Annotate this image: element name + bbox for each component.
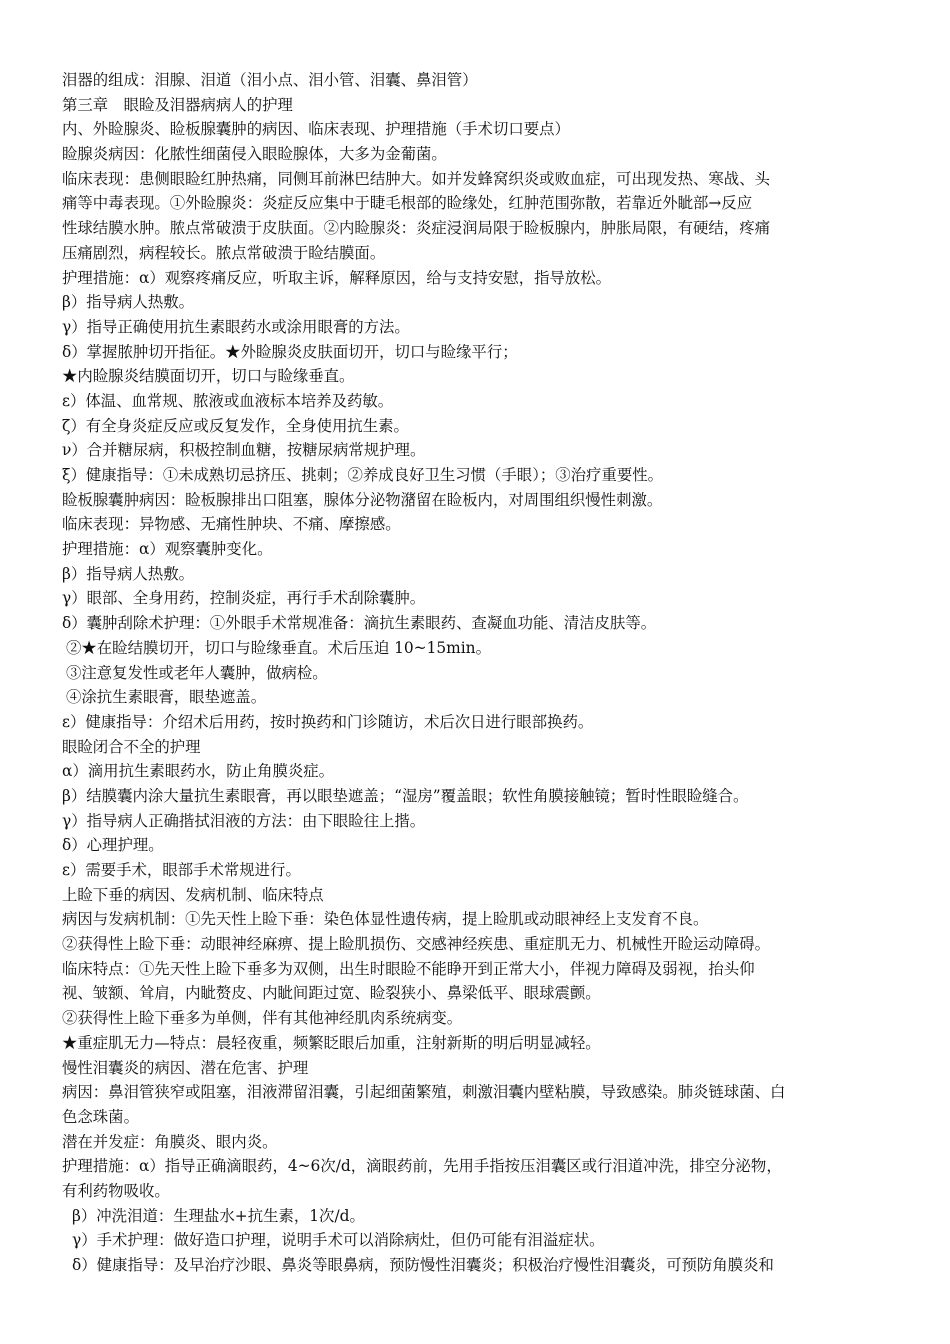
chapter-heading: 第三章 眼睑及泪器病病人的护理 — [62, 95, 293, 114]
text-line: 病因与发病机制：①先天性上睑下垂：染色体显性遗传病，提上睑肌或动眼神经上支发育不良。 — [62, 910, 709, 929]
text-line: ★内睑腺炎结膜面切开，切口与睑缘垂直。 — [62, 367, 355, 386]
text-line: 护理措施：α）观察囊肿变化。 — [62, 540, 273, 559]
list-item: α）滴用抗生素眼药水，防止角膜炎症。 — [62, 762, 335, 781]
text-line: 临床特点：①先天性上睑下垂多为双侧，出生时眼睑不能睁开到正常大小，伴视力障碍及弱视，抬头仰 — [62, 959, 755, 978]
text-line: 护理措施：α）指导正确滴眼药，4~6次/d，滴眼药前，先用手指按压泪囊区或行泪道冲洗，排空分泌物， — [62, 1157, 782, 1176]
text-line: ②获得性上睑下垂：动眼神经麻痹、提上睑肌损伤、交感神经疾患、重症肌无力、机械性开睑运动障碍。 — [62, 935, 770, 954]
list-item: γ）指导正确使用抗生素眼药水或涂用眼膏的方法。 — [62, 317, 410, 336]
text-line: ②获得性上睑下垂多为单侧，伴有其他神经肌肉系统病变。 — [62, 1009, 463, 1028]
list-item: ④涂抗生素眼膏，眼垫遮盖。 — [66, 688, 267, 707]
list-item: δ）囊肿刮除术护理：①外眼手术常规准备：滴抗生素眼药、查凝血功能、清洁皮肤等。 — [62, 614, 657, 633]
list-item: δ）健康指导：及早治疗沙眼、鼻炎等眼鼻病，预防慢性泪囊炎；积极治疗慢性泪囊炎，可预防角膜炎和 — [72, 1256, 774, 1274]
list-item: ν）合并糖尿病，积极控制血糖，按糖尿病常规护理。 — [62, 441, 426, 460]
list-item: β）冲洗泪道：生理盐水+抗生素，1次/d。 — [72, 1206, 365, 1225]
list-item: β）指导病人热敷。 — [62, 293, 195, 312]
text-line: 睑板腺囊肿病因：睑板腺排出口阻塞，腺体分泌物潴留在睑板内，对周围组织慢性刺激。 — [62, 490, 663, 509]
list-item: γ）指导病人正确揩拭泪液的方法：由下眼睑往上揩。 — [62, 811, 426, 830]
list-item: ε）需要手术，眼部手术常规进行。 — [62, 861, 301, 879]
text-line: ★重症肌无力—特点：晨轻夜重，频繁眨眼后加重，注射新斯的明后明显减轻。 — [62, 1033, 601, 1052]
text-line: 色念珠菌。 — [62, 1107, 139, 1126]
text-line: 有利药物吸收。 — [62, 1181, 170, 1200]
list-item: ③注意复发性或老年人囊肿，做病检。 — [66, 663, 328, 682]
text-line: 临床表现：异物感、无痛性肿块、不痛、摩擦感。 — [62, 515, 401, 534]
section-heading: 眼睑闭合不全的护理 — [62, 737, 201, 756]
text-line: 临床表现：患侧眼睑红肿热痛，同侧耳前淋巴结肿大。如并发蜂窝织炎或败血症，可出现发热、寒战、头 — [62, 169, 770, 188]
list-item: γ）手术护理：做好造口护理，说明手术可以消除病灶，但仍可能有泪溢症状。 — [72, 1231, 605, 1250]
list-item: γ）眼部、全身用药，控制炎症，再行手术刮除囊肿。 — [62, 589, 426, 608]
list-item: ε）体温、血常规、脓液或血液标本培养及药敏。 — [62, 391, 394, 410]
list-item: δ）掌握脓肿切开指征。★外睑腺炎皮肤面切开，切口与睑缘平行； — [62, 342, 518, 361]
text-line: 视、皱额、耸肩，内眦赘皮、内眦间距过宽、睑裂狭小、鼻梁低平、眼球震颤。 — [62, 984, 601, 1003]
section-heading: 上睑下垂的病因、发病机制、临床特点 — [62, 885, 324, 904]
list-item: β）结膜囊内涂大量抗生素眼膏，再以眼垫遮盖；“湿房”覆盖眼；软性角膜接触镜；暂时性眼睑缝合。 — [62, 786, 749, 805]
text-line: 泪器的组成：泪腺、泪道（泪小点、泪小管、泪囊、鼻泪管） — [62, 71, 478, 89]
document-page — [62, 68, 918, 1278]
text-line: 病因：鼻泪管狭窄或阻塞，泪液滞留泪囊，引起细菌繁殖，刺激泪囊内壁粘膜，导致感染。肺炎链球菌、白 — [62, 1083, 786, 1102]
text-line: 潜在并发症：角膜炎、眼内炎。 — [62, 1132, 278, 1151]
text-line: 痛等中毒表现。①外睑腺炎：炎症反应集中于睫毛根部的睑缘处，红肿范围弥散，若靠近外眦部→反应 — [62, 194, 753, 213]
section-heading: 慢性泪囊炎的病因、潜在危害、护理 — [62, 1058, 309, 1077]
text-line: 性球结膜水肿。脓点常破溃于皮肤面。②内睑腺炎：炎症浸润局限于睑板腺内，肿胀局限，有硬结，疼痛 — [62, 219, 770, 238]
list-item: ②★在睑结膜切开，切口与睑缘垂直。术后压迫 10~15min。 — [66, 638, 491, 657]
text-line: 睑腺炎病因：化脓性细菌侵入眼睑腺体，大多为金葡菌。 — [62, 145, 447, 164]
list-item: β）指导病人热敷。 — [62, 564, 195, 583]
section-heading: 内、外睑腺炎、睑板腺囊肿的病因、临床表现、护理措施（手术切口要点） — [62, 120, 570, 139]
list-item: ζ）有全身炎症反应或反复发作，全身使用抗生素。 — [62, 416, 409, 435]
text-line: 护理措施：α）观察疼痛反应，听取主诉，解释原因，给与支持安慰，指导放松。 — [62, 268, 612, 287]
list-item: ξ）健康指导：①未成熟切忌挤压、挑刺；②养成良好卫生习惯（手眼）；③治疗重要性。 — [62, 466, 664, 484]
list-item: ε）健康指导：介绍术后用药，按时换药和门诊随访，术后次日进行眼部换药。 — [62, 712, 594, 731]
list-item: δ）心理护理。 — [62, 836, 164, 855]
text-line: 压痛剧烈，病程较长。脓点常破溃于睑结膜面。 — [62, 243, 386, 262]
